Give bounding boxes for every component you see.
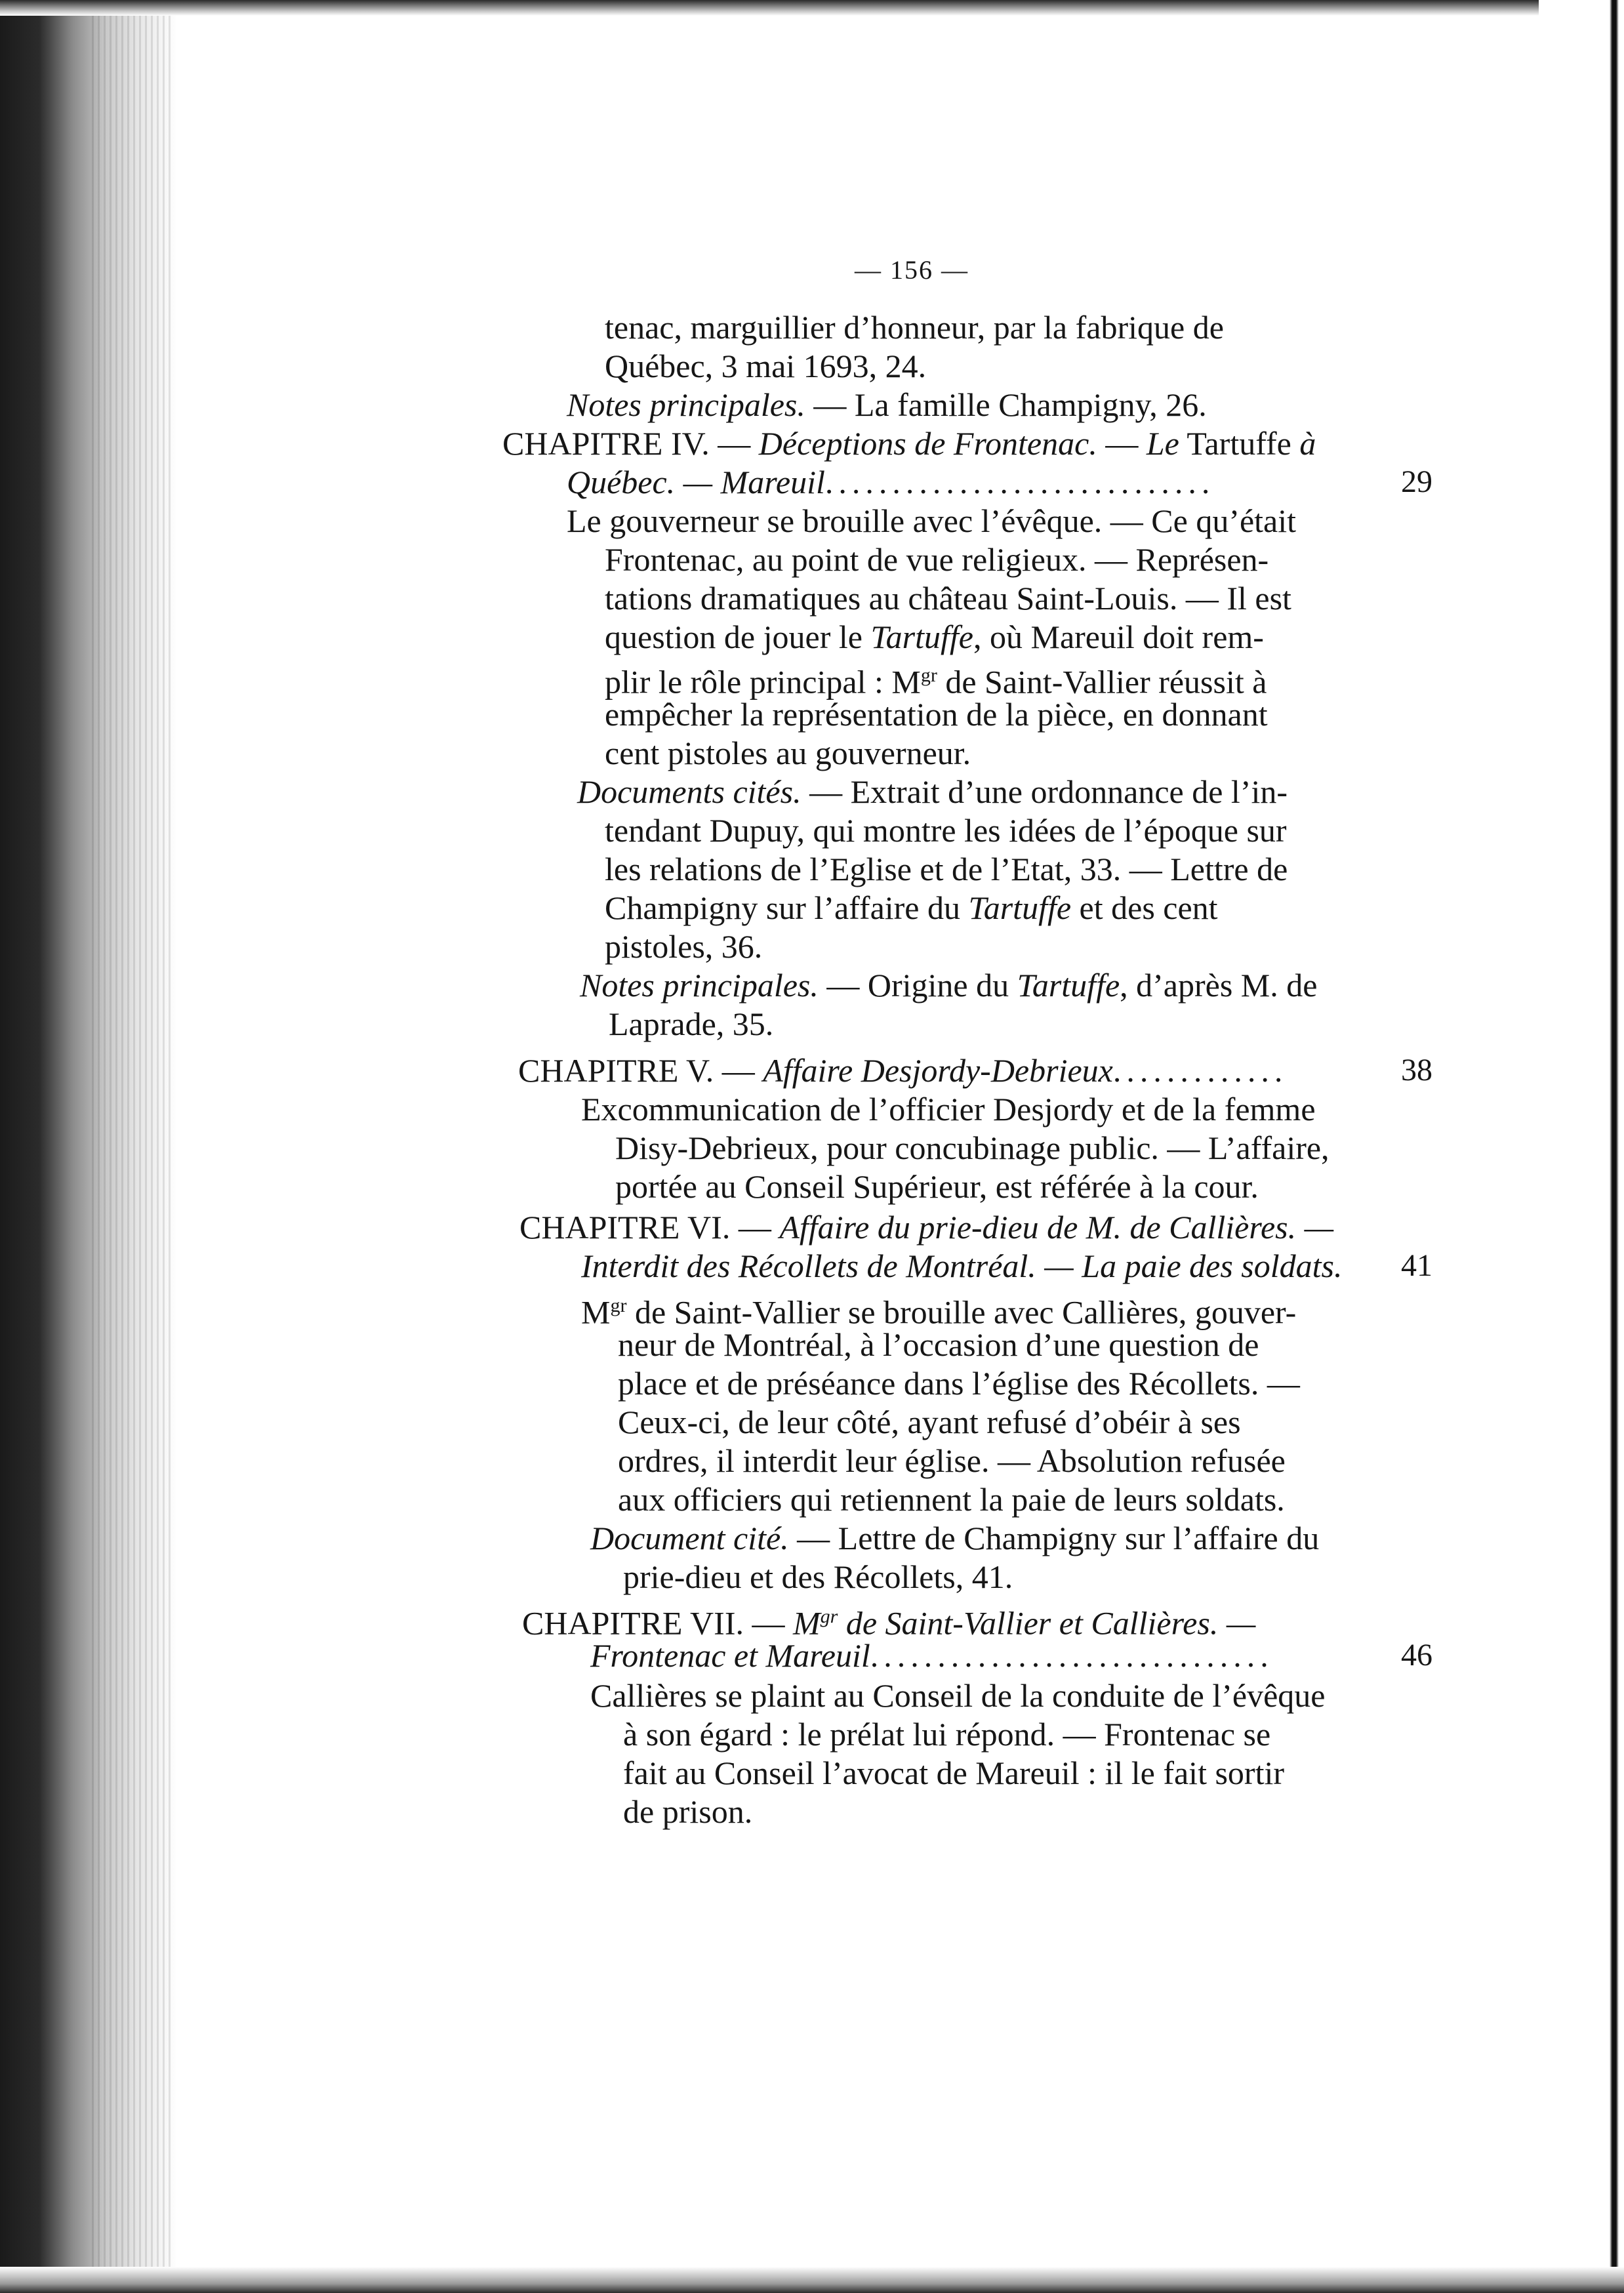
chapter-title: Tartuffe <box>1179 425 1300 462</box>
line-text: Le gouverneur se brouille avec l’évêque. — Ce qu’était <box>567 502 1297 539</box>
chapter-heading-cont <box>581 1247 1343 1285</box>
line-text: de prison. <box>623 1793 753 1830</box>
toc-line <box>590 1676 1325 1715</box>
line-text: Québec, 3 mai 1693, 24. <box>605 348 927 384</box>
toc-line <box>605 927 762 965</box>
line-text: ordres, il interdit leur église. — Absolution refusée <box>618 1442 1286 1479</box>
toc-line <box>623 1558 1013 1596</box>
chapter-title: M <box>792 1604 821 1642</box>
separator: — <box>730 1209 780 1246</box>
documents-line <box>577 773 1288 811</box>
page-reference: 38 <box>1401 1053 1432 1087</box>
toc-line <box>618 1364 1300 1402</box>
toc-line <box>605 811 1287 849</box>
line-text: , d’après M. de <box>1120 967 1318 1004</box>
chapter-title: Déceptions de Frontenac. <box>758 425 1097 462</box>
line-text: tenac, marguillier d’honneur, par la fabrique de <box>605 309 1224 346</box>
toc-line <box>581 1287 1296 1331</box>
page-reference: 46 <box>1401 1638 1432 1673</box>
toc-line <box>605 579 1291 617</box>
chapter-heading-cont <box>590 1636 1274 1674</box>
superscript: gr <box>610 1295 627 1316</box>
notes-line <box>567 386 1207 424</box>
chapter-heading <box>522 1598 1255 1642</box>
separator: — <box>743 1604 793 1642</box>
line-text: question de jouer le <box>605 619 871 655</box>
scan-shadow-bottom <box>0 2267 1624 2293</box>
work-title: Tartuffe <box>1017 967 1120 1004</box>
line-text: neur de Montréal, à l’occasion d’une question de <box>618 1326 1259 1363</box>
toc-line <box>605 889 1218 927</box>
line-text: Disy-Debrieux, pour concubinage public. — L’affaire, <box>615 1129 1330 1166</box>
toc-line <box>605 850 1288 888</box>
line-text: empêcher la représentation de la pièce, en donnant <box>605 696 1268 733</box>
scan-shadow-top <box>0 0 1624 16</box>
line-text: tations dramatiques au château Saint-Louis. — Il est <box>605 580 1291 617</box>
toc-line <box>623 1754 1284 1792</box>
chapter-title: à <box>1299 425 1316 462</box>
chapter-title: Affaire du prie-dieu de M. de Callières. — <box>779 1209 1334 1246</box>
line-text: Callières se plaint au Conseil de la conduite de l’évêque <box>590 1677 1326 1714</box>
documents-line <box>590 1519 1319 1557</box>
toc-line <box>618 1442 1286 1480</box>
toc-line <box>605 695 1268 733</box>
line-text: et des cent <box>1071 889 1218 926</box>
line-text: Ceux-ci, de leur côté, ayant refusé d’obéir à ses <box>618 1404 1241 1440</box>
line-text: de Saint-Vallier réussit à <box>937 663 1267 700</box>
toc-line <box>605 347 926 385</box>
toc-line <box>605 540 1269 578</box>
notes-line <box>580 966 1317 1004</box>
line-text: — Lettre de Champigny sur l’affaire du <box>788 1520 1320 1556</box>
toc-line <box>609 1005 773 1043</box>
line-text: prie-dieu et des Récollets, 41. <box>623 1558 1013 1595</box>
toc-line <box>618 1326 1259 1364</box>
chapter-number: CHAPITRE VI. <box>519 1209 731 1246</box>
work-title: Tartuffe <box>870 619 973 655</box>
toc-line <box>623 1715 1270 1753</box>
chapter-number: CHAPITRE V. <box>518 1052 714 1089</box>
scan-border-right <box>1539 0 1624 2293</box>
line-text: Frontenac, au point de vue religieux. — Représen- <box>605 541 1269 578</box>
line-text: aux officiers qui retiennent la paie de leurs soldats. <box>618 1481 1285 1518</box>
chapter-heading <box>518 1051 1288 1089</box>
toc-line <box>618 1403 1241 1441</box>
toc-line <box>567 502 1296 540</box>
leader-dots: .............................. <box>870 1637 1274 1674</box>
leader-dots: ............. <box>1112 1052 1288 1089</box>
section-label: Notes principales. <box>580 967 819 1004</box>
line-text: cent pistoles au gouverneur. <box>605 735 971 771</box>
chapter-number: CHAPITRE VII. <box>522 1604 744 1642</box>
superscript: gr <box>920 664 937 686</box>
line-text: , où Mareuil doit rem- <box>973 619 1264 655</box>
toc-line <box>615 1129 1330 1167</box>
separator: — <box>1097 425 1147 462</box>
leader-dots: ............................. <box>824 464 1215 500</box>
line-text: — Extrait d’une ordonnance de l’in- <box>801 773 1288 810</box>
line-text: Excommunication de l’officier Desjordy et de la femme <box>581 1091 1316 1127</box>
line-text: tendant Dupuy, qui montre les idées de l’époque sur <box>605 812 1287 849</box>
line-text: Laprade, 35. <box>609 1005 774 1042</box>
toc-line <box>581 1090 1316 1128</box>
chapter-title: Interdit des Récollets de Montréal. — La paie des soldats. <box>581 1248 1343 1284</box>
separator: — <box>714 1052 763 1089</box>
chapter-title: Frontenac et Mareuil <box>590 1637 870 1674</box>
section-label: Document cité. <box>590 1520 789 1556</box>
line-text: les relations de l’Eglise et de l’Etat, 33. — Lettre de <box>605 851 1288 887</box>
chapter-heading <box>502 424 1316 462</box>
chapter-number: CHAPITRE IV. <box>502 425 710 462</box>
section-label: Documents cités. <box>577 773 802 810</box>
line-text: — La famille Champigny, 26. <box>805 386 1207 423</box>
work-title: Tartuffe <box>968 889 1072 926</box>
line-text: fait au Conseil l’avocat de Mareuil : il le fait sortir <box>623 1755 1285 1791</box>
line-text: Champigny sur l’affaire du <box>605 889 969 926</box>
line-text: M <box>581 1293 611 1331</box>
chapter-title: Le <box>1146 425 1179 462</box>
toc-line <box>618 1480 1285 1518</box>
toc-line <box>605 734 971 772</box>
line-text: place et de préséance dans l’église des Récollets. — <box>618 1365 1300 1402</box>
line-text: pistoles, 36. <box>605 928 763 965</box>
chapter-title: Québec. — Mareuil <box>567 464 825 500</box>
section-label: Notes principales. <box>567 386 805 423</box>
toc-line <box>605 308 1224 346</box>
chapter-title: de Saint-Vallier et Callières. — <box>838 1604 1256 1642</box>
line-text: à son égard : le prélat lui répond. — Frontenac se <box>623 1716 1271 1753</box>
chapter-title: Affaire Desjordy-Debrieux <box>763 1052 1113 1089</box>
chapter-heading-cont <box>567 463 1215 501</box>
chapter-heading <box>519 1208 1333 1246</box>
page-number: — 156 — <box>855 255 969 285</box>
superscript: gr <box>820 1606 838 1627</box>
toc-line <box>623 1793 752 1831</box>
page-reference: 41 <box>1401 1248 1432 1283</box>
toc-line <box>615 1167 1259 1206</box>
line-text: — Origine du <box>818 967 1017 1004</box>
line-text: de Saint-Vallier se brouille avec Callières, gouver- <box>626 1293 1297 1331</box>
toc-line <box>605 618 1264 656</box>
toc-line <box>605 657 1267 701</box>
page-reference: 29 <box>1401 464 1432 499</box>
page-edges-stack <box>92 0 171 2293</box>
separator: — <box>709 425 759 462</box>
line-text: portée au Conseil Supérieur, est référée à la cour. <box>615 1168 1259 1205</box>
line-text: plir le rôle principal : M <box>605 663 921 700</box>
